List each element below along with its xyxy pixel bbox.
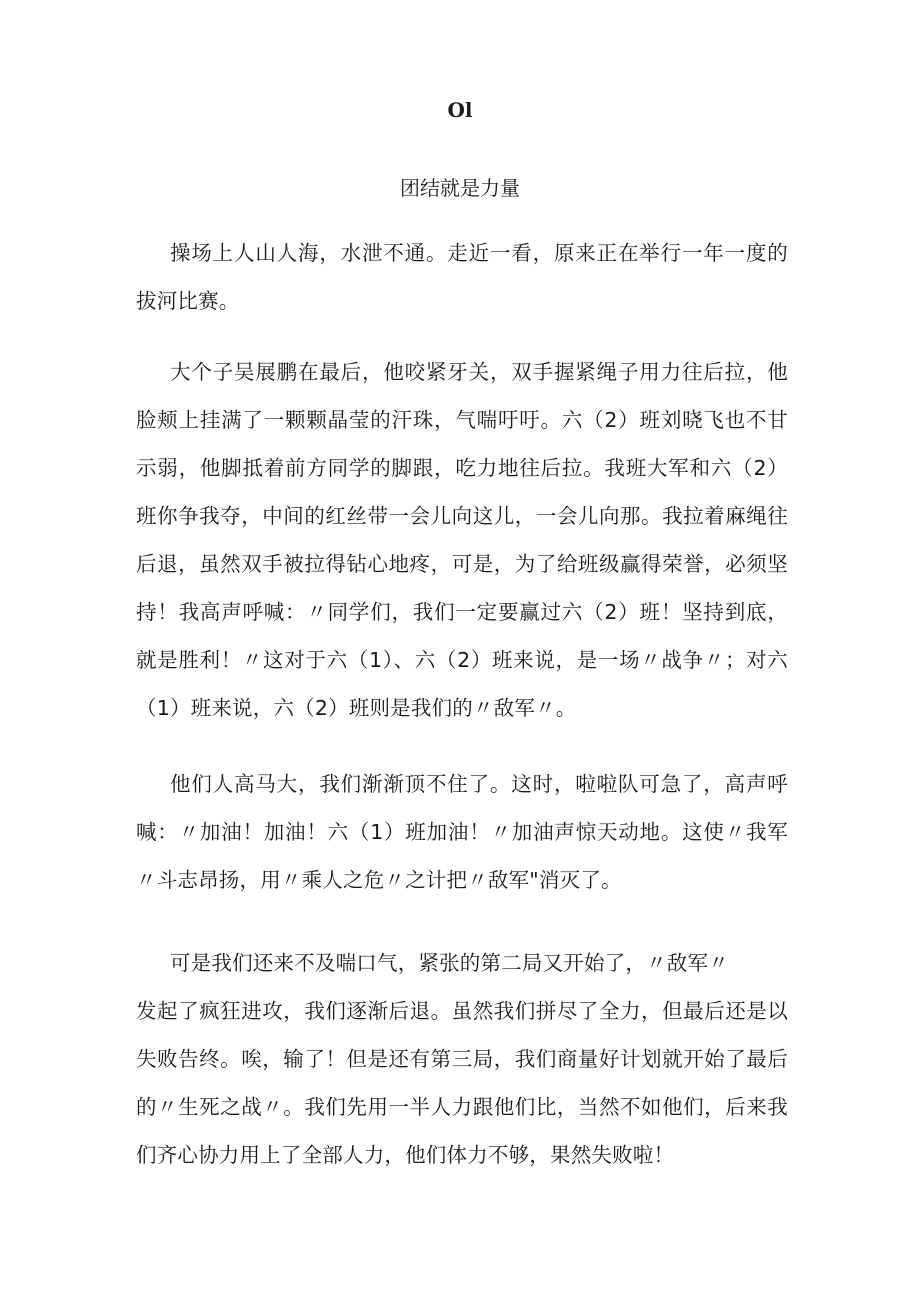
paragraph-5: 发起了疯狂进攻，我们逐渐后退。虽然我们拼尽了全力，但最后还是以失败告终。唉，输了！但是还有第三局，我们商量好计划就开始了最后的〃生死之战〃。我们先用一半人力跟他们比，当然不如他们，后来我们齐心协力用上了全部人力，他们体力不够，果然失败啦！ — [136, 999, 788, 1167]
essay-title: 团结就是力量 — [400, 176, 520, 200]
page-number: Ol — [447, 98, 473, 122]
paragraph-4: 可是我们还来不及喘口气，紧张的第二局又开始了，〃敌军〃 — [170, 951, 729, 975]
paragraph-2: 大个子吴展鹏在最后，他咬紧牙关，双手握紧绳子用力往后拉，他脸颊上挂满了一颗颗晶莹的汗珠，气喘吁吁。六（2）班刘晓飞也不甘示弱，他脚抵着前方同学的脚跟，吃力地往后拉。我班大军和六（2）班你争我夺，中间的红丝带一会儿向这儿，一会儿向那。我拉着麻绳往后退，虽然双手被拉得钻心地疼，可是，为了给班级赢得荣誉，必须坚持！我高声呼喊：〃同学们，我们一定要赢过六（2）班！坚持到底，就是胜利！〃这对于六（1）、六（2）班来说，是一场〃战争〃；对六（1）班来说，六（2）班则是我们的〃敌军〃。 — [136, 360, 788, 720]
paragraph-3: 他们人高马大，我们渐渐顶不住了。这时，啦啦队可急了，高声呼喊：〃加油！加油！六（1）班加油！〃加油声惊天动地。这使〃我军〃斗志昂扬，用〃乘人之危〃之计把〃敌军"消灭了。 — [136, 772, 788, 892]
paragraph-1: 操场上人山人海，水泄不通。走近一看，原来正在举行一年一度的拔河比赛。 — [136, 241, 788, 313]
